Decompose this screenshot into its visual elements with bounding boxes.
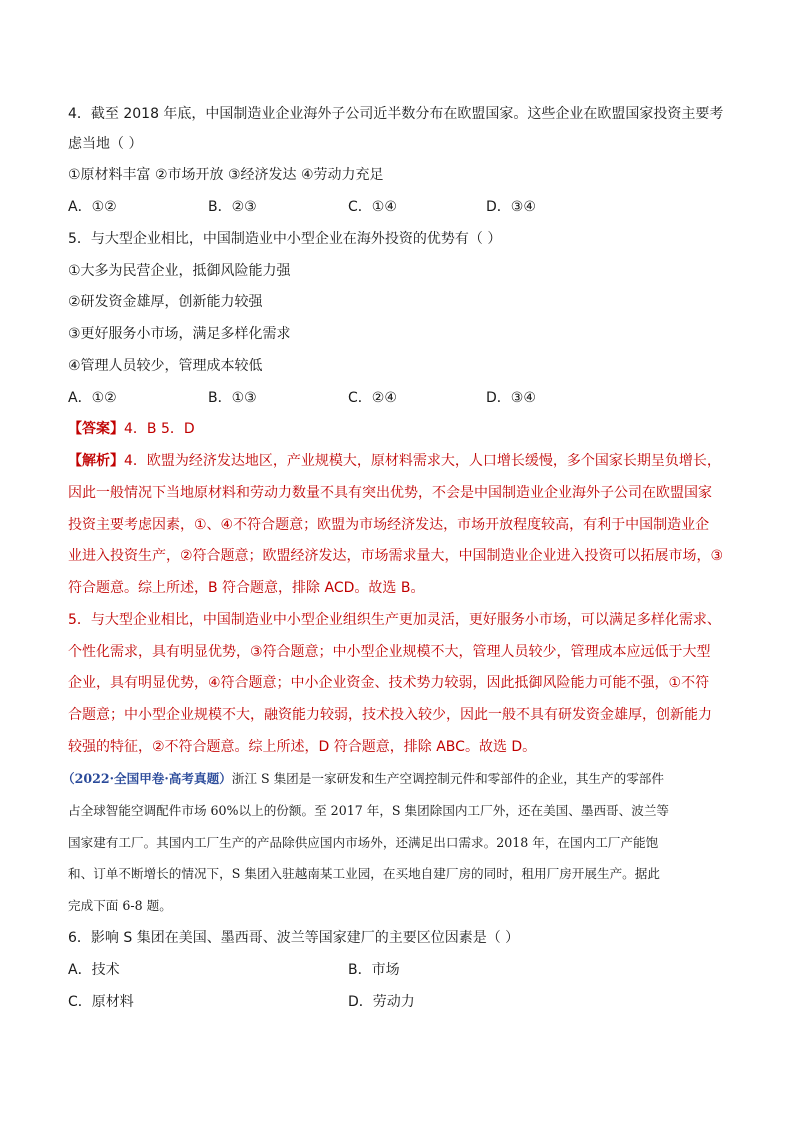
answer-text: 4．B 5．D bbox=[124, 421, 195, 437]
analysis-line-6: 5．与大型企业相比，中国制造业中小型企业组织生产更加灵活，更好服务小市场，可以满足多样化需求、 bbox=[68, 612, 721, 628]
q4-stem-line2: 虑当地（ ） bbox=[68, 136, 143, 152]
q5-option-a: A．①② bbox=[68, 390, 117, 406]
q4-stem-line1: 4．截至 2018 年底，中国制造业企业海外子公司近半数分布在欧盟国家。这些企业在欧盟国家投资主要考 bbox=[68, 106, 724, 122]
q6-option-c: C．原材料 bbox=[68, 994, 134, 1010]
analysis-line-5: 符合题意。综上所述，B 符合题意，排除 ACD。故选 B。 bbox=[68, 580, 425, 596]
passage-line-3: 国家建有工厂。其国内工厂生产的产品除供应国内市场外，还满足出口需求。2018 年，在国内工厂产能饱 bbox=[68, 835, 659, 850]
q5-item-3: ③更好服务小市场，满足多样化需求 bbox=[68, 326, 291, 342]
analysis-line-3: 投资主要考虑因素，①、④不符合题意；欧盟为市场经济发达，市场开放程度较高，有利于中国制造业企 bbox=[68, 517, 710, 533]
analysis-text: 4．欧盟为经济发达地区，产业规模大，原材料需求大，人口增长缓慢，多个国家长期呈负增长， bbox=[124, 453, 721, 469]
q4-option-c: C．①④ bbox=[348, 199, 397, 215]
q6-option-a: A．技术 bbox=[68, 962, 120, 978]
q5-item-1: ①大多为民营企业，抵御风险能力强 bbox=[68, 263, 291, 279]
q6-option-b: B．市场 bbox=[348, 962, 400, 978]
q4-factors: ①原材料丰富 ②市场开放 ③经济发达 ④劳动力充足 bbox=[68, 167, 384, 183]
passage-line-1 bbox=[62, 769, 664, 789]
q4-options bbox=[68, 197, 728, 217]
passage-text-1: 浙江 S 集团是一家研发和生产空调控制元件和零部件的企业，其生产的零部件 bbox=[231, 771, 664, 786]
answer-tag: 【答案】 bbox=[68, 421, 124, 437]
analysis-line-2: 因此一般情况下当地原材料和劳动力数量不具有突出优势，不会是中国制造业企业海外子公司在欧盟国家 bbox=[68, 485, 712, 501]
q5-option-d: D．③④ bbox=[486, 390, 536, 406]
passage-line-5: 完成下面 6-8 题。 bbox=[68, 898, 172, 913]
passage-line-4: 和、订单不断增长的情况下，S 集团入驻越南某工业园，在买地自建厂房的同时，租用厂房开展生产。据此 bbox=[68, 866, 660, 881]
analysis-line-7: 个性化需求，具有明显优势，③符合题意；中小型企业规模不大，管理人员较少，管理成本应远低于大型 bbox=[68, 644, 711, 660]
analysis-line-10: 较强的特征，②不符合题意。综上所述，D 符合题意，排除 ABC。故选 D。 bbox=[68, 739, 537, 755]
answer-line bbox=[68, 419, 195, 439]
analysis-line-4: 业进入投资生产，②符合题意；欧盟经济发达，市场需求量大，中国制造业企业进入投资可以拓展市场，③ bbox=[68, 548, 724, 564]
q6-option-d: D．劳动力 bbox=[348, 994, 415, 1010]
q5-options bbox=[68, 388, 728, 408]
q6-options-row2 bbox=[68, 992, 728, 1012]
q5-stem: 5．与大型企业相比，中国制造业中小型企业在海外投资的优势有（ ） bbox=[68, 231, 502, 247]
q4-option-d: D．③④ bbox=[486, 199, 536, 215]
q4-option-a: A．①② bbox=[68, 199, 117, 215]
analysis-line-1 bbox=[68, 451, 721, 471]
analysis-line-9: 合题意；中小型企业规模不大，融资能力较弱，技术投入较少，因此一般不具有研发资金雄厚，创新能力 bbox=[68, 707, 712, 723]
q6-options-row1 bbox=[68, 960, 728, 980]
analysis-tag: 【解析】 bbox=[68, 453, 124, 469]
q6-stem: 6．影响 S 集团在美国、墨西哥、波兰等国家建厂的主要区位因素是（ ） bbox=[68, 930, 520, 946]
q5-option-c: C．②④ bbox=[348, 390, 397, 406]
q4-option-b: B．②③ bbox=[208, 199, 257, 215]
q5-item-4: ④管理人员较少，管理成本较低 bbox=[68, 358, 263, 374]
q5-option-b: B．①③ bbox=[208, 390, 257, 406]
q5-item-2: ②研发资金雄厚，创新能力较强 bbox=[68, 294, 263, 310]
analysis-line-8: 企业，具有明显优势，④符合题意；中小企业资金、技术势力较弱，因此抵御风险能力可能不强，①不符 bbox=[68, 675, 710, 691]
source-tag: （2022·全国甲卷·高考真题） bbox=[62, 771, 232, 786]
passage-line-2: 占全球智能空调配件市场 60%以上的份额。至 2017 年，S 集团除国内工厂外，还在美国、墨西哥、波兰等 bbox=[68, 803, 670, 818]
